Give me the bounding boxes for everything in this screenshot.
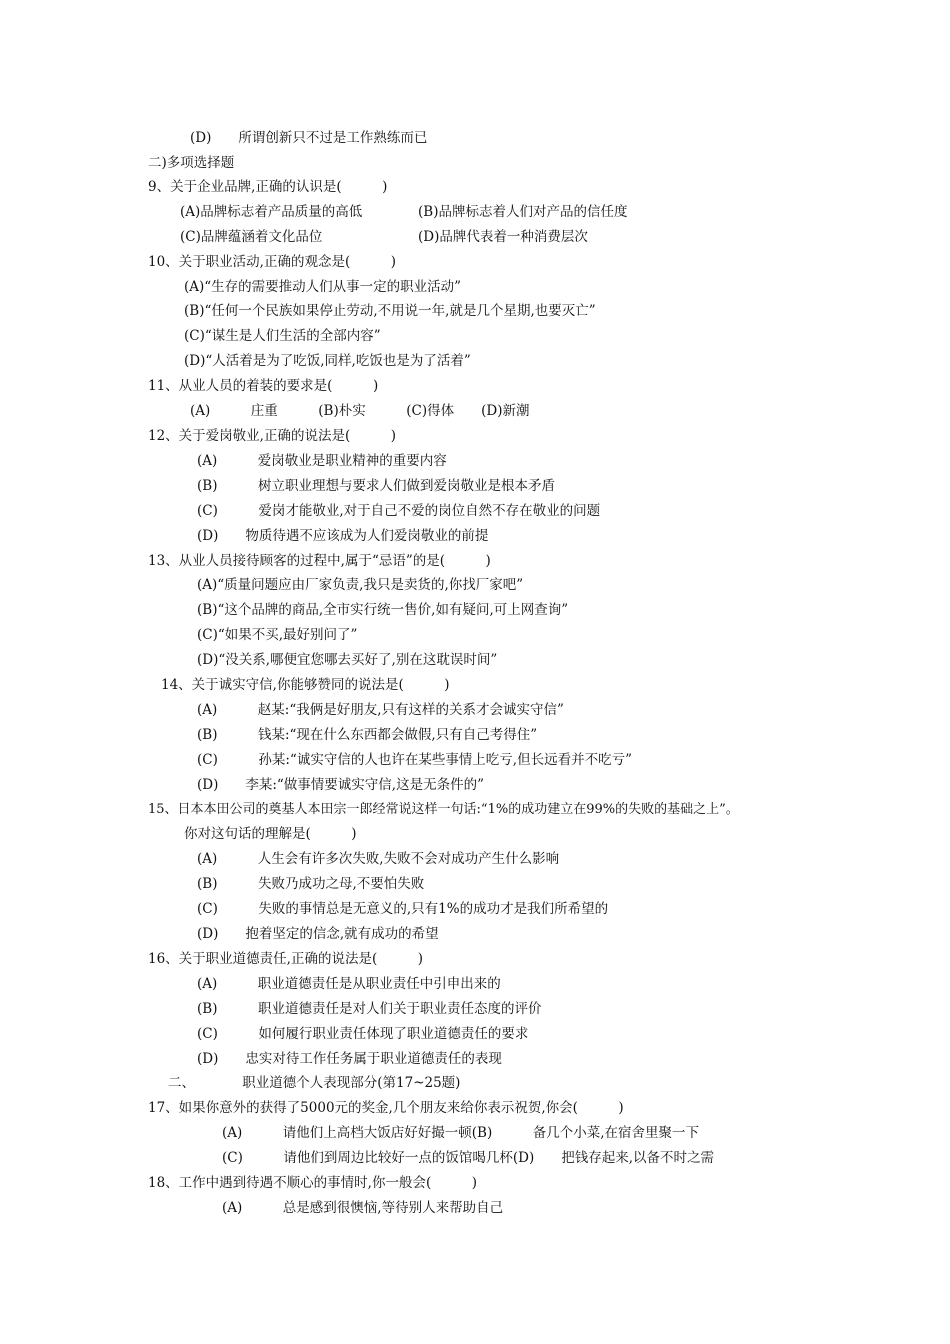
- q11-options: (A) 庄重 (B)朴实 (C)得体 (D)新潮: [190, 403, 530, 419]
- question-17: 17、如果你意外的获得了5000元的奖金,几个朋友来给你表示祝贺,你会( ): [148, 1100, 624, 1116]
- q8-option-d: (D) 所谓创新只不过是工作熟练而已: [190, 130, 428, 146]
- question-13: 13、从业人员接待顾客的过程中,属于“忌语”的是( ): [148, 553, 491, 569]
- q15-option-a: (A) 人生会有许多次失败,失败不会对成功产生什么影响: [197, 851, 560, 867]
- section-heading-multiple-choice: 二)多项选择题: [148, 155, 235, 171]
- q17-options-c-d: (C) 请他们到周边比较好一点的饭馆喝几杯(D) 把钱存起来,以备不时之需: [222, 1150, 715, 1166]
- q9-option-b: (B)品牌标志着人们对产品的信任度: [418, 204, 628, 220]
- q14-option-d: (D) 李某:“做事情要诚实守信,这是无条件的”: [197, 777, 484, 793]
- q12-option-d: (D) 物质待遇不应该成为人们爱岗敬业的前提: [197, 528, 489, 544]
- question-15-continued: 你对这句话的理解是( ): [184, 826, 357, 842]
- q12-option-a: (A) 爱岗敬业是职业精神的重要内容: [197, 453, 447, 469]
- q15-option-c: (C) 失败的事情总是无意义的,只有1%的成功才是我们所希望的: [197, 901, 609, 917]
- question-14: 14、关于诚实守信,你能够赞同的说法是( ): [161, 677, 450, 693]
- section-heading-personal: 二、 职业道德个人表现部分(第17~25题): [168, 1075, 461, 1091]
- q9-option-a: (A)品牌标志着产品质量的高低: [180, 204, 363, 220]
- q13-option-b: (B)“这个品牌的商品,全市实行统一售价,如有疑问,可上网查询”: [197, 602, 569, 618]
- question-18: 18、工作中遇到待遇不顺心的事情时,你一般会( ): [148, 1175, 478, 1191]
- q16-option-d: (D) 忠实对待工作任务属于职业道德责任的表现: [197, 1051, 502, 1067]
- q12-option-b: (B) 树立职业理想与要求人们做到爱岗敬业是根本矛盾: [197, 478, 555, 494]
- q13-option-c: (C)“如果不买,最好别问了”: [197, 627, 358, 643]
- q10-option-a: (A)“生存的需要推动人们从事一定的职业活动”: [184, 279, 462, 295]
- question-12: 12、关于爱岗敬业,正确的说法是( ): [148, 428, 397, 444]
- q13-option-a: (A)“质量问题应由厂家负责,我只是卖货的,你找厂家吧”: [197, 577, 524, 593]
- q13-option-d: (D)“没关系,哪便宜您哪去买好了,别在这耽误时间”: [197, 652, 498, 668]
- q14-option-a: (A) 赵某:“我俩是好朋友,只有这样的关系才会诚实守信”: [197, 702, 564, 718]
- q10-option-c: (C)“谋生是人们生活的全部内容”: [184, 328, 381, 344]
- q17-options-a-b: (A) 请他们上高档大饭店好好撮一顿(B) 备几个小菜,在宿舍里聚一下: [222, 1125, 700, 1141]
- question-9: 9、关于企业品牌,正确的认识是( ): [148, 179, 388, 195]
- question-11: 11、从业人员的着装的要求是( ): [148, 378, 379, 394]
- question-15: 15、日本本田公司的奠基人本田宗一郎经常说这样一句话:“1%的成功建立在99%的失败的基础之上”。: [148, 802, 739, 817]
- q9-option-c: (C)品牌蕴涵着文化品位: [180, 229, 323, 245]
- q10-option-d: (D)“人活着是为了吃饭,同样,吃饭也是为了活着”: [184, 353, 471, 369]
- q15-option-d: (D) 抱着坚定的信念,就有成功的希望: [197, 926, 439, 942]
- question-16: 16、关于职业道德责任,正确的说法是( ): [148, 951, 424, 967]
- q16-option-a: (A) 职业道德责任是从职业责任中引申出来的: [197, 976, 501, 992]
- q14-option-c: (C) 孙某:“诚实守信的人也许在某些事情上吃亏,但长远看并不吃亏”: [197, 752, 633, 768]
- question-10: 10、关于职业活动,正确的观念是( ): [148, 254, 397, 270]
- q18-option-a: (A) 总是感到很懊恼,等待别人来帮助自己: [222, 1200, 504, 1216]
- q14-option-b: (B) 钱某:“现在什么东西都会做假,只有自己考得住”: [197, 727, 538, 743]
- q16-option-b: (B) 职业道德责任是对人们关于职业责任态度的评价: [197, 1001, 542, 1017]
- q15-option-b: (B) 失败乃成功之母,不要怕失败: [197, 876, 425, 892]
- q16-option-c: (C) 如何履行职业责任体现了职业道德责任的要求: [197, 1026, 529, 1042]
- q10-option-b: (B)“任何一个民族如果停止劳动,不用说一年,就是几个星期,也要灭亡”: [184, 303, 596, 319]
- q12-option-c: (C) 爱岗才能敬业,对于自己不爱的岗位自然不存在敬业的问题: [197, 503, 601, 519]
- q9-option-d: (D)品牌代表着一种消费层次: [418, 229, 588, 245]
